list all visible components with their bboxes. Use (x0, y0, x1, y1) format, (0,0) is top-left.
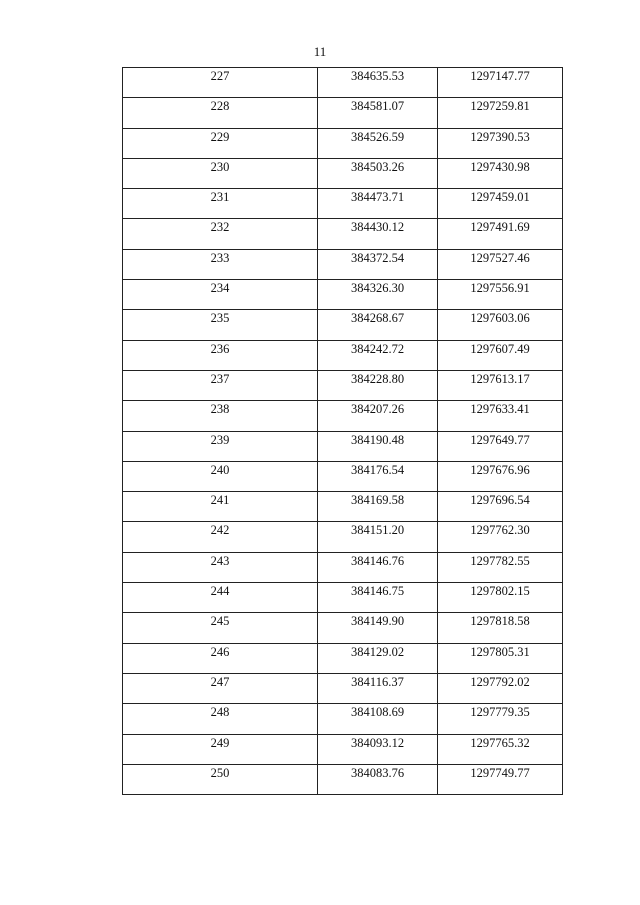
table-row (123, 552, 563, 582)
x-coordinate-cell: 384146.76 (318, 552, 438, 582)
point-number-cell: 240 (123, 461, 318, 491)
x-coordinate-cell: 384503.26 (318, 158, 438, 188)
point-number-cell: 246 (123, 643, 318, 673)
y-coordinate-cell: 1297649.77 (438, 431, 563, 461)
y-coordinate-cell: 1297676.96 (438, 461, 563, 491)
x-coordinate-cell: 384228.80 (318, 370, 438, 400)
x-coordinate-cell: 384190.48 (318, 431, 438, 461)
y-coordinate-cell: 1297633.41 (438, 401, 563, 431)
point-number-cell: 242 (123, 522, 318, 552)
x-coordinate-cell: 384129.02 (318, 643, 438, 673)
y-coordinate-cell: 1297765.32 (438, 734, 563, 764)
y-coordinate-cell: 1297762.30 (438, 522, 563, 552)
point-number-cell: 245 (123, 613, 318, 643)
table-row (123, 249, 563, 279)
table-row (123, 340, 563, 370)
y-coordinate-cell: 1297805.31 (438, 643, 563, 673)
table-row (123, 370, 563, 400)
table-row (123, 158, 563, 188)
y-coordinate-cell: 1297259.81 (438, 98, 563, 128)
y-coordinate-cell: 1297491.69 (438, 219, 563, 249)
point-number-cell: 238 (123, 401, 318, 431)
point-number-cell: 234 (123, 280, 318, 310)
x-coordinate-cell: 384430.12 (318, 219, 438, 249)
y-coordinate-cell: 1297527.46 (438, 249, 563, 279)
x-coordinate-cell: 384268.67 (318, 310, 438, 340)
x-coordinate-cell: 384242.72 (318, 340, 438, 370)
point-number-cell: 239 (123, 431, 318, 461)
y-coordinate-cell: 1297556.91 (438, 280, 563, 310)
y-coordinate-cell: 1297818.58 (438, 613, 563, 643)
y-coordinate-cell: 1297696.54 (438, 492, 563, 522)
point-number-cell: 229 (123, 128, 318, 158)
y-coordinate-cell: 1297792.02 (438, 673, 563, 703)
x-coordinate-cell: 384635.53 (318, 68, 438, 98)
table-row (123, 583, 563, 613)
y-coordinate-cell: 1297782.55 (438, 552, 563, 582)
table-row (123, 461, 563, 491)
y-coordinate-cell: 1297430.98 (438, 158, 563, 188)
x-coordinate-cell: 384149.90 (318, 613, 438, 643)
x-coordinate-cell: 384108.69 (318, 704, 438, 734)
coordinate-table (122, 67, 563, 795)
x-coordinate-cell: 384326.30 (318, 280, 438, 310)
point-number-cell: 249 (123, 734, 318, 764)
x-coordinate-cell: 384146.75 (318, 583, 438, 613)
point-number-cell: 248 (123, 704, 318, 734)
point-number-cell: 235 (123, 310, 318, 340)
y-coordinate-cell: 1297802.15 (438, 583, 563, 613)
point-number-cell: 232 (123, 219, 318, 249)
point-number-cell: 247 (123, 673, 318, 703)
point-number-cell: 244 (123, 583, 318, 613)
point-number-cell: 236 (123, 340, 318, 370)
table-row (123, 734, 563, 764)
coordinate-table-body (123, 68, 563, 795)
y-coordinate-cell: 1297749.77 (438, 764, 563, 794)
x-coordinate-cell: 384207.26 (318, 401, 438, 431)
table-row (123, 310, 563, 340)
point-number-cell: 231 (123, 189, 318, 219)
x-coordinate-cell: 384176.54 (318, 461, 438, 491)
y-coordinate-cell: 1297459.01 (438, 189, 563, 219)
point-number-cell: 243 (123, 552, 318, 582)
x-coordinate-cell: 384093.12 (318, 734, 438, 764)
table-row (123, 704, 563, 734)
table-row (123, 764, 563, 794)
x-coordinate-cell: 384473.71 (318, 189, 438, 219)
table-row (123, 280, 563, 310)
point-number-cell: 250 (123, 764, 318, 794)
point-number-cell: 227 (123, 68, 318, 98)
point-number-cell: 233 (123, 249, 318, 279)
x-coordinate-cell: 384372.54 (318, 249, 438, 279)
x-coordinate-cell: 384116.37 (318, 673, 438, 703)
table-row (123, 431, 563, 461)
table-row (123, 189, 563, 219)
y-coordinate-cell: 1297603.06 (438, 310, 563, 340)
table-row (123, 643, 563, 673)
x-coordinate-cell: 384151.20 (318, 522, 438, 552)
page-number: 11 (313, 44, 327, 59)
table-row (123, 219, 563, 249)
table-row (123, 492, 563, 522)
y-coordinate-cell: 1297390.53 (438, 128, 563, 158)
table-row (123, 522, 563, 552)
x-coordinate-cell: 384581.07 (318, 98, 438, 128)
x-coordinate-cell: 384526.59 (318, 128, 438, 158)
table-row (123, 68, 563, 98)
point-number-cell: 228 (123, 98, 318, 128)
point-number-cell: 241 (123, 492, 318, 522)
y-coordinate-cell: 1297607.49 (438, 340, 563, 370)
x-coordinate-cell: 384169.58 (318, 492, 438, 522)
x-coordinate-cell: 384083.76 (318, 764, 438, 794)
table-row (123, 401, 563, 431)
table-row (123, 673, 563, 703)
y-coordinate-cell: 1297779.35 (438, 704, 563, 734)
point-number-cell: 237 (123, 370, 318, 400)
y-coordinate-cell: 1297613.17 (438, 370, 563, 400)
table-row (123, 98, 563, 128)
point-number-cell: 230 (123, 158, 318, 188)
y-coordinate-cell: 1297147.77 (438, 68, 563, 98)
table-row (123, 613, 563, 643)
table-row (123, 128, 563, 158)
